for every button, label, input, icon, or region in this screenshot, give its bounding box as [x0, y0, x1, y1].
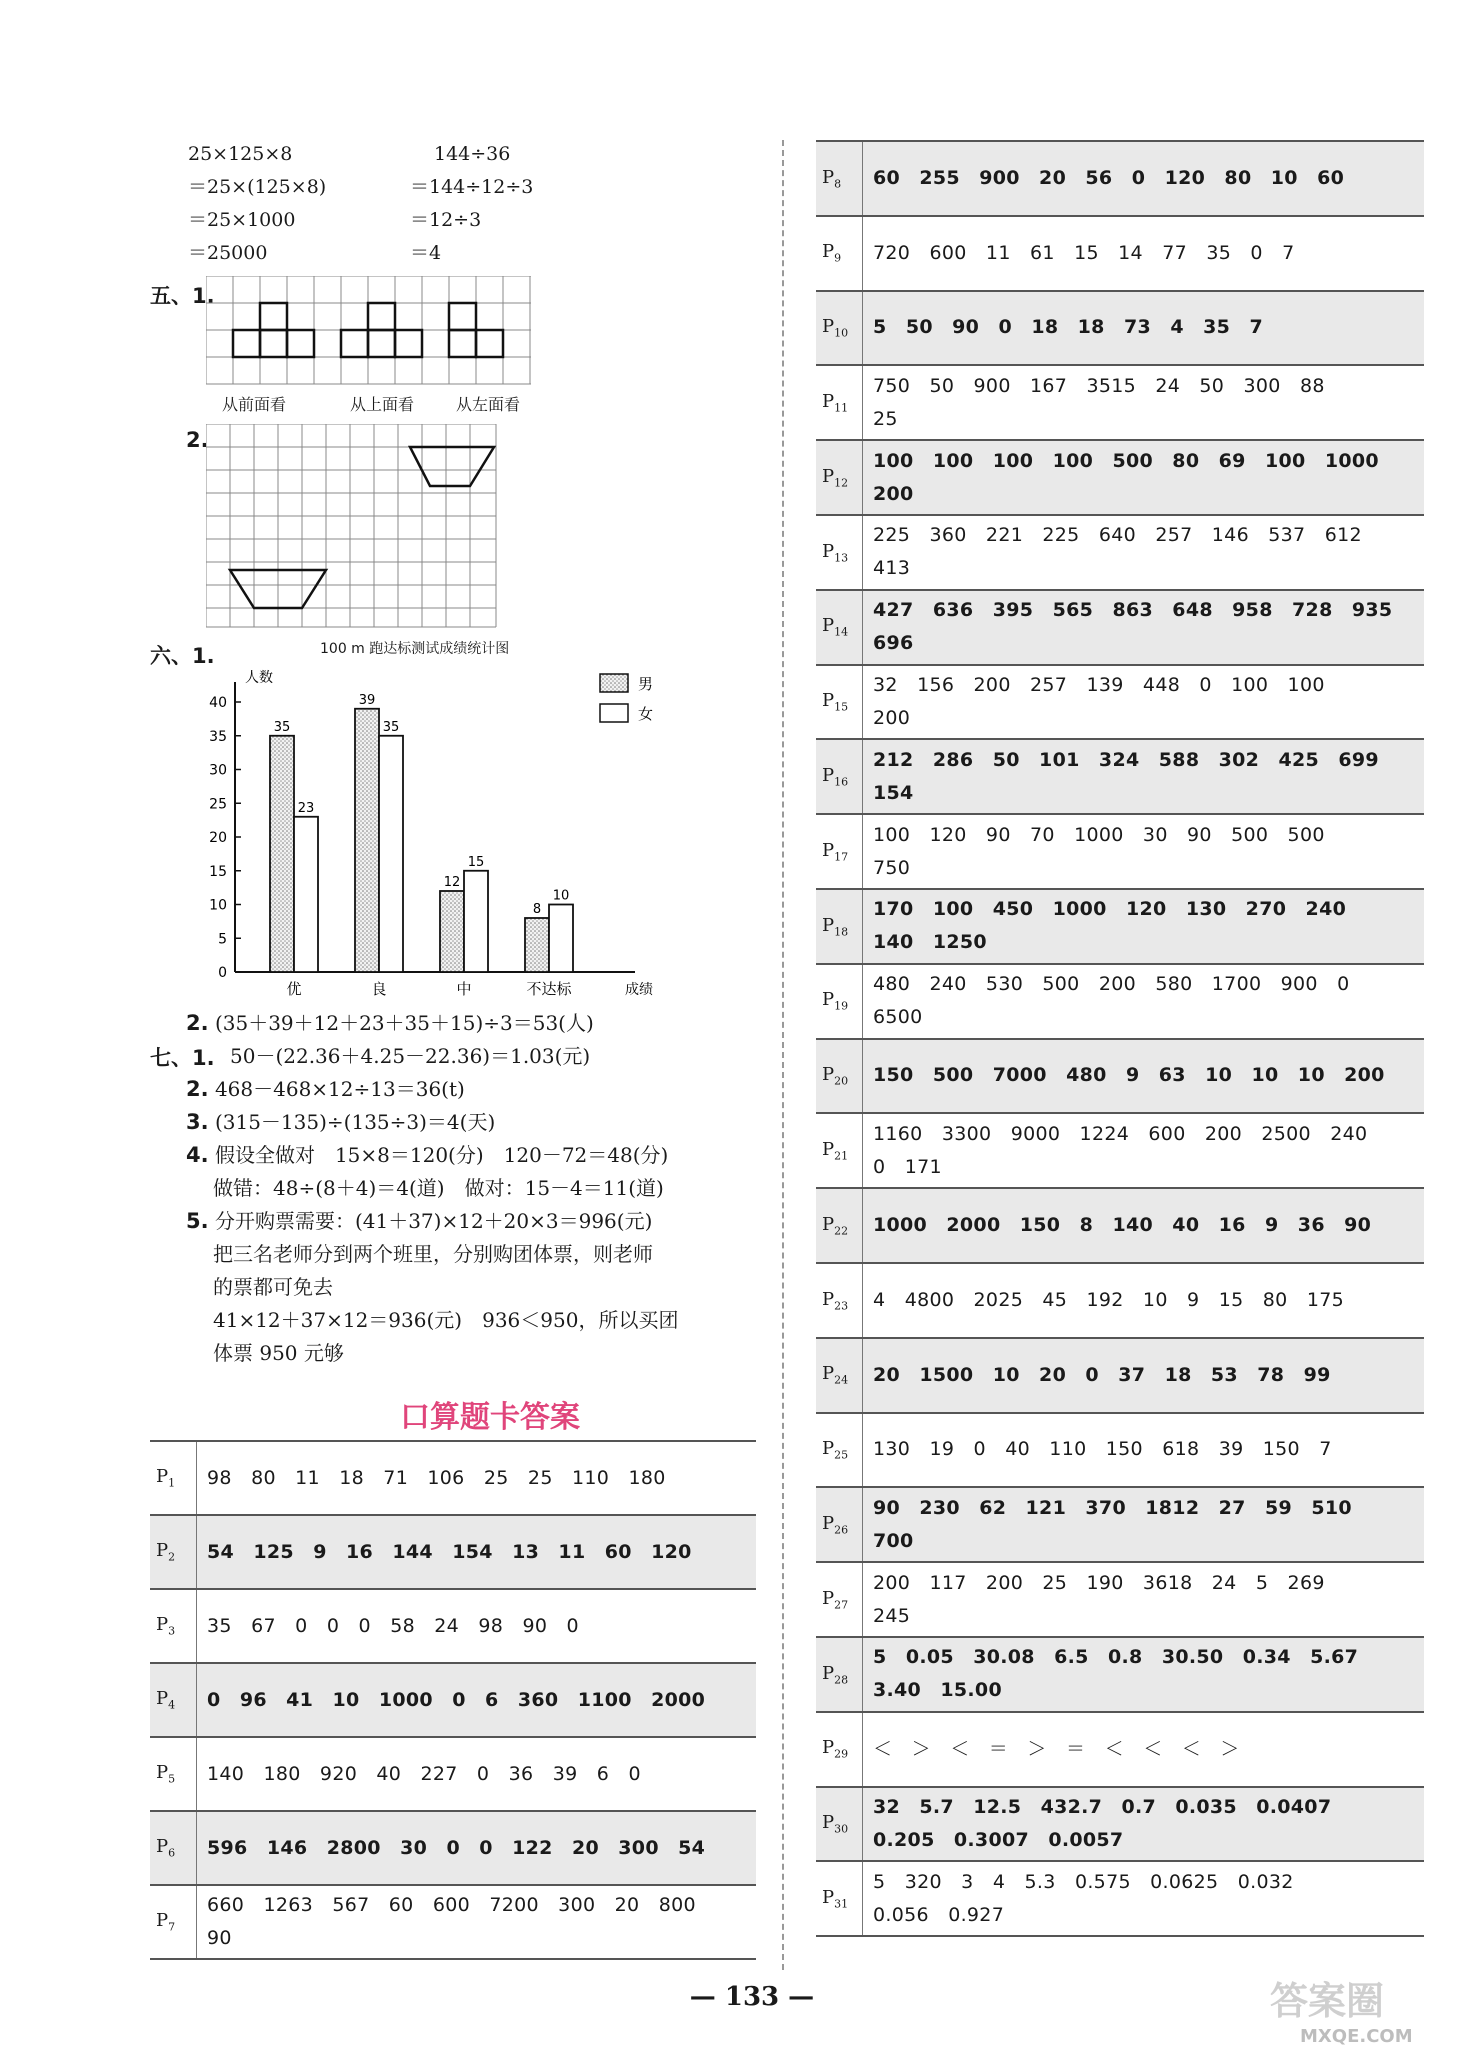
section-7-label: 七、1.	[150, 1046, 215, 1070]
section-6-q2	[186, 1007, 594, 1040]
s7-num: 4.	[186, 1143, 209, 1167]
answer-row	[816, 1487, 1424, 1562]
page-label: $P_{21}$	[816, 1113, 863, 1188]
legend-label: 女	[638, 705, 654, 723]
right-answer-table	[816, 140, 1424, 1937]
answer-row	[816, 1712, 1424, 1787]
calc-right	[410, 138, 533, 270]
answer-row	[150, 1589, 756, 1663]
y-axis-label: 人数	[245, 670, 273, 686]
answer-values: 5 320 3 4 5.3 0.575 0.0625 0.032 0.056 0.927	[873, 1870, 1294, 1926]
answer-values: 200 117 200 25 190 3618 24 5 269 245	[873, 1571, 1325, 1627]
calc-line: ＝144÷12÷3	[410, 176, 534, 198]
section-6-label: 六、1.	[150, 644, 215, 668]
answer-values: 720 600 11 61 15 14 77 35 0 7	[873, 241, 1295, 264]
watermark-logo: 答案圈	[1270, 1979, 1385, 2023]
answer-row	[816, 1562, 1424, 1637]
answer-values: 1160 3300 9000 1224 600 200 2500 240 0 171	[873, 1122, 1368, 1178]
s7-text: 做错：48÷(8＋4)＝4(道) 做对：15－4＝11(道)	[213, 1176, 664, 1200]
page-label: $P_{15}$	[816, 665, 863, 740]
x-tick-label: 优	[286, 980, 302, 998]
page-number: — 133 —	[689, 1982, 815, 2012]
y-tick-label: 25	[209, 796, 227, 813]
calc-line: ＝25000	[188, 242, 268, 264]
answer-row	[150, 1441, 756, 1515]
s7-text: 的票都可免去	[213, 1275, 333, 1299]
page-label: $P_{16}$	[816, 739, 863, 814]
s7-text: 50－(22.36＋4.25－22.36)＝1.03(元)	[230, 1044, 591, 1068]
answer-row	[150, 1737, 756, 1811]
page-label: $P_{28}$	[816, 1637, 863, 1712]
answer-values: 0 96 41 10 1000 0 6 360 1100 2000	[207, 1688, 706, 1711]
page-label: $P_{27}$	[816, 1562, 863, 1637]
watermark-url: MXQE.COM	[1300, 2026, 1413, 2047]
bar	[355, 709, 379, 972]
y-tick-label: 40	[209, 695, 227, 711]
page-label: $P_{13}$	[816, 515, 863, 590]
x-tick-label: 不达标	[526, 980, 572, 998]
answer-row	[816, 964, 1424, 1039]
page-label: $P_4$	[150, 1663, 197, 1737]
bar	[440, 891, 464, 972]
y-tick-label: 10	[209, 897, 227, 914]
answer-values: 20 1500 10 20 0 37 18 53 78 99	[873, 1363, 1331, 1386]
oral-answers-title: 口算题卡答案	[400, 1400, 580, 1435]
answer-row	[150, 1663, 756, 1737]
answer-values: 130 19 0 40 110 150 618 39 150 7	[873, 1438, 1332, 1461]
page-label: $P_{31}$	[816, 1861, 863, 1936]
calc-line: ＝25×1000	[188, 209, 296, 231]
page-label: $P_{11}$	[816, 365, 863, 440]
answer-values: 5 0.05 30.08 6.5 0.8 30.50 0.34 5.67 3.40 15.00	[873, 1646, 1359, 1702]
view-label-top: 从上面看	[350, 395, 415, 414]
answer-row	[816, 590, 1424, 665]
page-label: $P_{19}$	[816, 964, 863, 1039]
page-label: $P_8$	[816, 141, 863, 216]
calc-line: ＝4	[410, 242, 442, 264]
legend-swatch	[600, 704, 628, 722]
legend-label: 男	[638, 675, 654, 693]
page-label: $P_{24}$	[816, 1338, 863, 1413]
answer-row	[816, 739, 1424, 814]
answer-values: 170 100 450 1000 120 130 270 240 140 1250	[873, 898, 1347, 954]
calc-left	[188, 138, 326, 270]
answer-row	[816, 665, 1424, 740]
answer-values: 32 5.7 12.5 432.7 0.7 0.035 0.0407 0.205 0.3007 0.0057	[873, 1795, 1332, 1851]
answer-values: 150 500 7000 480 9 63 10 10 10 200	[873, 1064, 1385, 1087]
bar	[379, 736, 403, 972]
bar-value-label: 12	[443, 875, 461, 890]
s7-line	[186, 1271, 678, 1304]
answer-values: 5 50 90 0 18 18 73 4 35 7	[873, 316, 1264, 339]
answer-row	[816, 365, 1424, 440]
y-tick-label: 30	[209, 762, 227, 779]
page-label: $P_{30}$	[816, 1787, 863, 1862]
s7-line	[186, 1040, 678, 1073]
bar	[525, 918, 549, 972]
answer-row	[816, 515, 1424, 590]
answer-values: 100 100 100 100 500 80 69 100 1000 200	[873, 449, 1379, 505]
column-divider	[782, 140, 784, 1970]
answer-values: 140 180 920 40 227 0 36 39 6 0	[207, 1762, 641, 1785]
answer-row	[816, 440, 1424, 515]
answer-row	[816, 1861, 1424, 1936]
page-label: $P_9$	[816, 216, 863, 291]
bar-value-label: 8	[532, 902, 542, 917]
x-tick-label: 良	[371, 980, 387, 998]
answer-row	[816, 814, 1424, 889]
q-number: 2.	[186, 1011, 209, 1035]
s7-line	[186, 1205, 678, 1238]
page-label: $P_1$	[150, 1441, 197, 1515]
page-label: $P_{26}$	[816, 1487, 863, 1562]
y-tick-label: 5	[218, 931, 227, 948]
y-tick-label: 20	[209, 830, 227, 846]
answer-row	[150, 1515, 756, 1589]
answer-values: 225 360 221 225 640 257 146 537 612 413	[873, 524, 1362, 580]
view-label-front: 从前面看	[222, 395, 287, 414]
page-label: $P_{18}$	[816, 889, 863, 964]
answer-row	[816, 1787, 1424, 1862]
answer-values: 212 286 50 101 324 588 302 425 699 154	[873, 748, 1379, 804]
chart-title: 100 m 跑达标测试成绩统计图	[320, 641, 510, 657]
answer-row	[816, 1263, 1424, 1338]
s7-text: (315－135)÷(135÷3)＝4(天)	[214, 1110, 496, 1134]
s7-num: 3.	[186, 1110, 209, 1134]
answer-row	[816, 1413, 1424, 1488]
answer-row	[816, 889, 1424, 964]
answer-row	[816, 1113, 1424, 1188]
s7-text: 468－468×12÷13＝36(t)	[214, 1077, 465, 1101]
section-5-q2: 2.	[186, 428, 209, 452]
answer-values: 60 255 900 20 56 0 120 80 10 60	[873, 166, 1345, 189]
bar-value-label: 23	[297, 800, 315, 816]
calc-line: 144÷36	[434, 143, 511, 165]
bar	[464, 871, 488, 972]
page-label: $P_5$	[150, 1737, 197, 1811]
s7-text: 体票 950 元够	[213, 1341, 344, 1365]
s7-line	[186, 1172, 678, 1205]
bar-value-label: 35	[273, 719, 291, 735]
answer-values: 100 120 90 70 1000 30 90 500 500 750	[873, 823, 1325, 879]
trapezoid-grid	[206, 424, 502, 632]
bar-value-label: 10	[552, 888, 570, 904]
bar-value-label: 15	[467, 854, 485, 870]
calc-line: 25×125×8	[188, 143, 293, 165]
legend-swatch	[600, 674, 628, 692]
answer-row	[816, 1039, 1424, 1114]
bar	[270, 736, 294, 972]
s7-text: 把三名老师分到两个班里，分别购团体票，则老师	[213, 1242, 653, 1266]
page-label: $P_{12}$	[816, 440, 863, 515]
answer-row	[816, 1188, 1424, 1263]
s7-num: 5.	[186, 1209, 209, 1233]
answer-row	[816, 216, 1424, 291]
page-label: $P_{14}$	[816, 590, 863, 665]
page-label: $P_{29}$	[816, 1712, 863, 1787]
answer-values: 1000 2000 150 8 140 40 16 9 36 90	[873, 1214, 1372, 1237]
s7-num: 2.	[186, 1077, 209, 1101]
section-7-body	[186, 1040, 678, 1370]
answer-row	[150, 1811, 756, 1885]
answer-row	[816, 1338, 1424, 1413]
s7-line	[186, 1337, 678, 1370]
answer-row	[816, 291, 1424, 366]
s7-line	[186, 1139, 678, 1172]
page-label: $P_7$	[150, 1885, 197, 1959]
bar	[549, 905, 573, 973]
view-label-left: 从左面看	[456, 395, 521, 414]
left-answer-table	[150, 1440, 756, 1960]
answer-values: ＜ ＞ ＜ ＝ ＞ ＝ ＜ ＜ ＜ ＞	[873, 1737, 1240, 1760]
s7-text: 41×12＋37×12＝936(元) 936＜950，所以买团	[213, 1308, 679, 1332]
s7-line	[186, 1238, 678, 1271]
bar-chart	[190, 662, 660, 1012]
s7-line	[186, 1106, 678, 1139]
y-tick-label: 0	[218, 965, 227, 981]
page-label: $P_6$	[150, 1811, 197, 1885]
answer-row	[816, 141, 1424, 216]
answer-values: 596 146 2800 30 0 0 122 20 300 54	[207, 1836, 706, 1859]
answer-values: 32 156 200 257 139 448 0 100 100 200	[873, 673, 1325, 729]
s7-text: 假设全做对 15×8＝120(分) 120－72＝48(分)	[214, 1143, 669, 1167]
calc-line: ＝25×(125×8)	[188, 176, 327, 198]
page-label: $P_{22}$	[816, 1188, 863, 1263]
y-tick-label: 15	[209, 863, 227, 880]
answer-values: 4 4800 2025 45 192 10 9 15 80 175	[873, 1288, 1345, 1311]
page-label: $P_{10}$	[816, 291, 863, 366]
answer-values: 660 1263 567 60 600 7200 300 20 800 90	[207, 1894, 696, 1949]
answer-values: 98 80 11 18 71 106 25 25 110 180	[207, 1466, 666, 1489]
answer-values: 35 67 0 0 0 58 24 98 90 0	[207, 1614, 579, 1637]
x-axis-label: 成绩	[625, 982, 653, 998]
bar-value-label: 35	[382, 719, 400, 735]
answer-values: 427 636 395 565 863 648 958 728 935 696	[873, 599, 1393, 655]
s7-line	[186, 1304, 678, 1337]
page-label: $P_3$	[150, 1589, 197, 1663]
answer-values: 750 50 900 167 3515 24 50 300 88 25	[873, 374, 1325, 430]
x-tick-label: 中	[456, 980, 472, 998]
answer-row	[150, 1885, 756, 1959]
q-text: (35＋39＋12＋23＋35＋15)÷3＝53(人)	[214, 1011, 594, 1035]
bar-value-label: 39	[358, 692, 376, 708]
answer-row	[816, 1637, 1424, 1712]
views-grid	[206, 276, 536, 396]
answer-values: 480 240 530 500 200 580 1700 900 0 6500	[873, 973, 1350, 1029]
s7-text: 分开购票需要：(41＋37)×12＋20×3＝996(元)	[214, 1209, 653, 1233]
y-tick-label: 35	[209, 728, 227, 745]
page-label: $P_{25}$	[816, 1413, 863, 1488]
page-label: $P_2$	[150, 1515, 197, 1589]
page-label: $P_{17}$	[816, 814, 863, 889]
page-label: $P_{23}$	[816, 1263, 863, 1338]
calc-line: ＝12÷3	[410, 209, 482, 231]
page-label: $P_{20}$	[816, 1039, 863, 1114]
answer-values: 54 125 9 16 144 154 13 11 60 120	[207, 1540, 692, 1563]
s7-line	[186, 1073, 678, 1106]
bar	[294, 817, 318, 972]
section-5-label: 五、1.	[150, 284, 215, 308]
answer-values: 90 230 62 121 370 1812 27 59 510 700	[873, 1496, 1352, 1552]
